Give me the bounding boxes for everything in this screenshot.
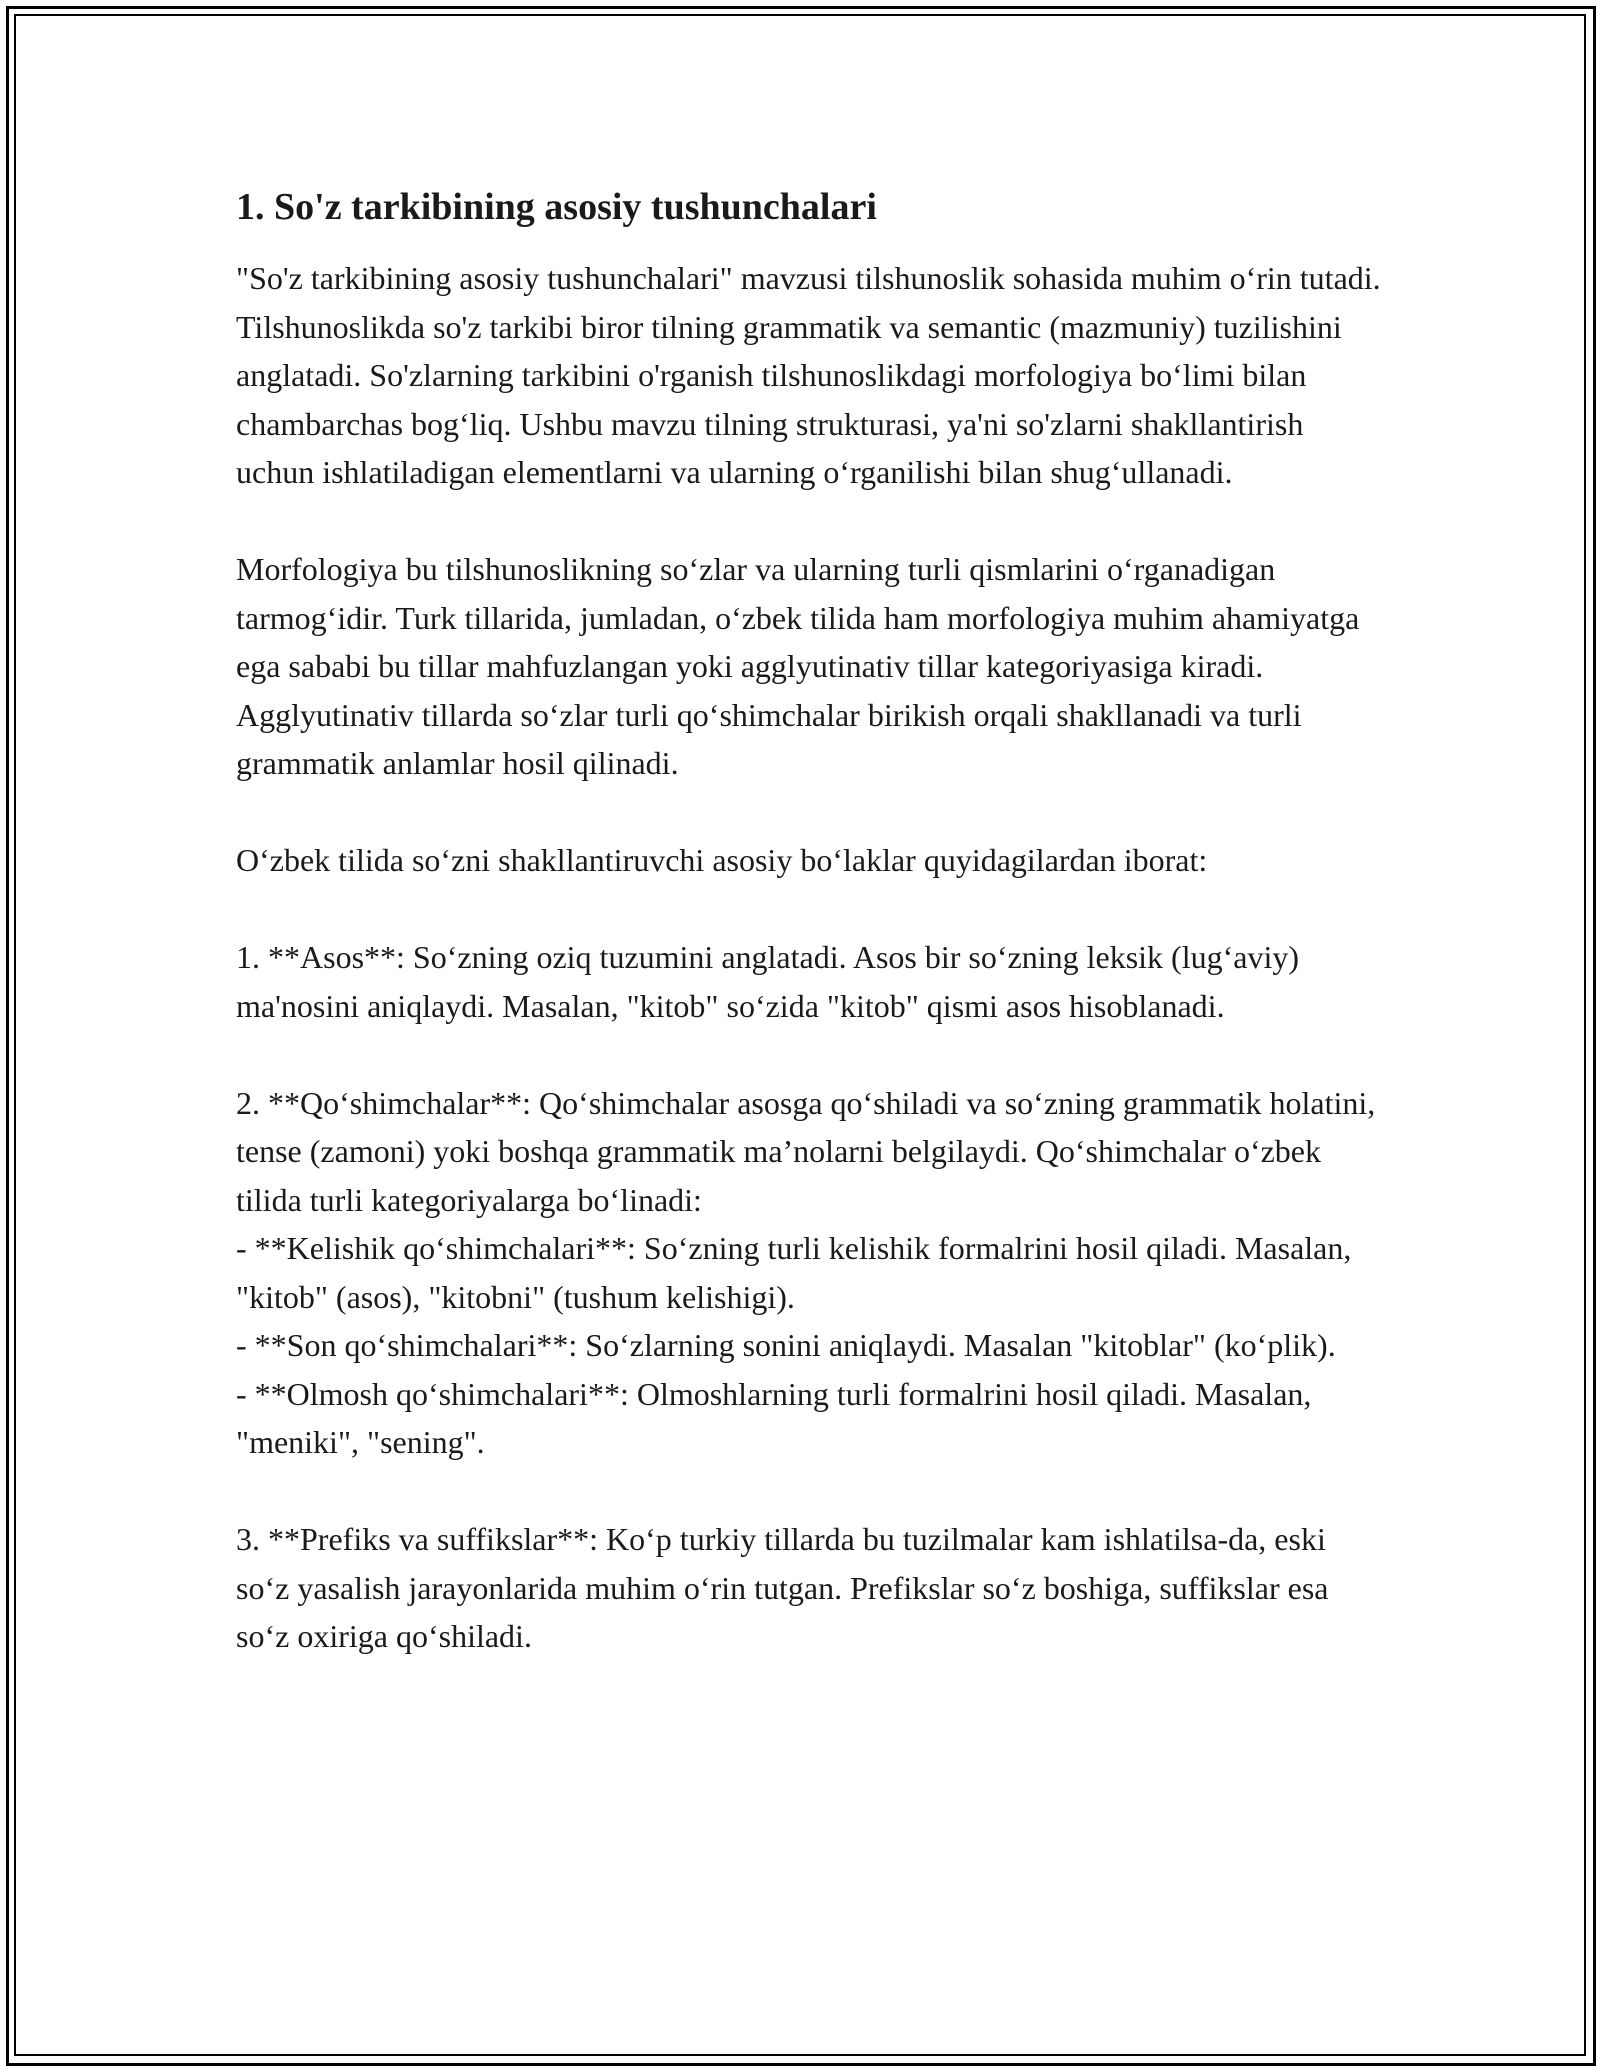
paragraph-components-intro: O‘zbek tilida so‘zni shakllantiruvchi asosiy bo‘laklar quyidagilardan iborat:	[236, 842, 1208, 878]
paragraph-morphology: Morfologiya bu tilshunoslikning so‘zlar va ularning turli qismlarini o‘rganadigan tarmog‘idir. Turk tillarida, jumladan, o‘zbek tilida ham morfologiya muhim ahamiyatga ega sababi bu tillar mahfuzlangan yoki agglyutinativ tillar kategoriyasiga kiradi. Agglyutinativ tillarda so‘zlar turli qo‘shimchalar birikish orqali shakllanadi va turli grammatik anlamlar hosil qilinadi.	[236, 551, 1360, 781]
section-heading: 1. So'z tarkibining asosiy tushunchalari	[236, 186, 877, 228]
paragraph-intro: "So'z tarkibining asosiy tushunchalari" mavzusi tilshunoslik sohasida muhim o‘rin tutadi. Tilshunoslikda so'z tarkibi biror tilning grammatik va semantic (mazmuniy) tuzilishini anglatadi. So'zlarning tarkibini o'rganish tilshunoslikdagi morfologiya bo‘limi bilan chambarchas bog‘liq. Ushbu mavzu tilning strukturasi, ya'ni so'zlarni shakllantirish uchun ishlatiladigan elementlarni va ularning o‘rganilishi bilan shug‘ullanadi.	[236, 260, 1381, 490]
document-body	[236, 184, 1386, 1709]
list-item-asos: 1. **Asos**: So‘zning oziq tuzumini anglatadi. Asos bir so‘zning leksik (lug‘aviy) ma'nosini aniqlaydi. Masalan, "kitob" so‘zida "kitob" qismi asos hisoblanadi.	[236, 939, 1299, 1024]
list-item-qoshimchalar: 2. **Qo‘shimchalar**: Qo‘shimchalar asosga qo‘shiladi va so‘zning grammatik holatini, tense (zamoni) yoki boshqa grammatik ma’nolarni belgilaydi. Qo‘shimchalar o‘zbek tilida turli kategoriyalarga bo‘linadi: - **Kelishik qo‘shimchalari**: So‘zning turli kelishik formalrini hosil qiladi. Masalan, "kitob" (asos), "kitobni" (tushum kelishigi). - **Son qo‘shimchalari**: So‘zlarning sonini aniqlaydi. Masalan "kitoblar" (ko‘plik). - **Olmosh qo‘shimchalari**: Olmoshlarning turli formalrini hosil qiladi. Masalan, "meniki", "sening".	[236, 1084, 1376, 1460]
list-item-prefiks-suffikslar: 3. **Prefiks va suffikslar**: Ko‘p turkiy tillarda bu tuzilmalar kam ishlatilsa-da, eski so‘z yasalish jarayonlarida muhim o‘rin tutgan. Prefikslar so‘z boshiga, suffikslar esa so‘z oxiriga qo‘shiladi.	[236, 1521, 1329, 1654]
